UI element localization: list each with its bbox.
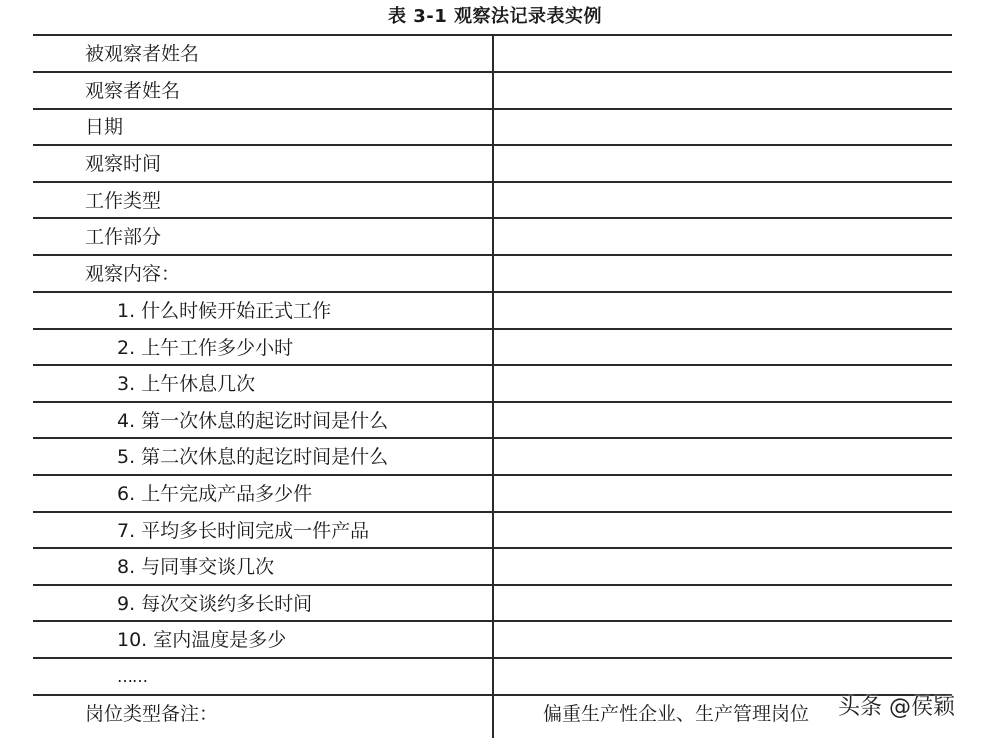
row-label: 10. 室内温度是多少	[117, 629, 287, 651]
row-label: 日期	[85, 116, 124, 138]
row-value: 偏重生产性企业、生产管理岗位	[543, 703, 810, 725]
row-label: 1. 什么时候开始正式工作	[117, 300, 332, 322]
row-label: 6. 上午完成产品多少件	[117, 483, 313, 505]
table-row	[33, 366, 952, 402]
row-label: 观察内容：	[85, 263, 181, 285]
table-row	[33, 330, 952, 366]
row-label: 4. 第一次休息的起讫时间是什么	[117, 410, 389, 432]
table-row	[33, 403, 952, 439]
row-label: 观察者姓名	[85, 80, 181, 102]
row-label: 7. 平均多长时间完成一件产品	[117, 520, 370, 542]
table-row	[33, 293, 952, 329]
table-row	[33, 439, 952, 475]
row-label: 3. 上午休息几次	[117, 373, 256, 395]
table-row	[33, 73, 952, 109]
row-label-ellipsis: ……	[117, 667, 147, 686]
table-row	[33, 622, 952, 658]
row-label: 观察时间	[85, 153, 162, 175]
table-row	[33, 696, 952, 732]
row-label: 被观察者姓名	[85, 43, 200, 65]
table-row	[33, 476, 952, 512]
row-label: 5. 第二次休息的起讫时间是什么	[117, 446, 389, 468]
table-row	[33, 586, 952, 622]
table-row	[33, 219, 952, 255]
table-title: 表 3-1 观察法记录表实例	[387, 6, 603, 27]
row-label: 9. 每次交谈约多长时间	[117, 593, 313, 615]
row-label: 2. 上午工作多少小时	[117, 337, 294, 359]
row-label: 8. 与同事交谈几次	[117, 556, 275, 578]
row-label: 岗位类型备注：	[85, 703, 219, 725]
table-row	[33, 659, 952, 695]
table-row	[33, 36, 952, 72]
table-row	[33, 513, 952, 549]
table-row	[33, 256, 952, 292]
row-label: 工作类型	[85, 190, 162, 212]
table-row	[33, 183, 952, 219]
observation-record-table	[33, 34, 952, 738]
table-row	[33, 109, 952, 145]
watermark: 头条 @侯颖	[838, 695, 955, 720]
row-label: 工作部分	[85, 226, 162, 248]
table-row	[33, 549, 952, 585]
table-row	[33, 146, 952, 182]
